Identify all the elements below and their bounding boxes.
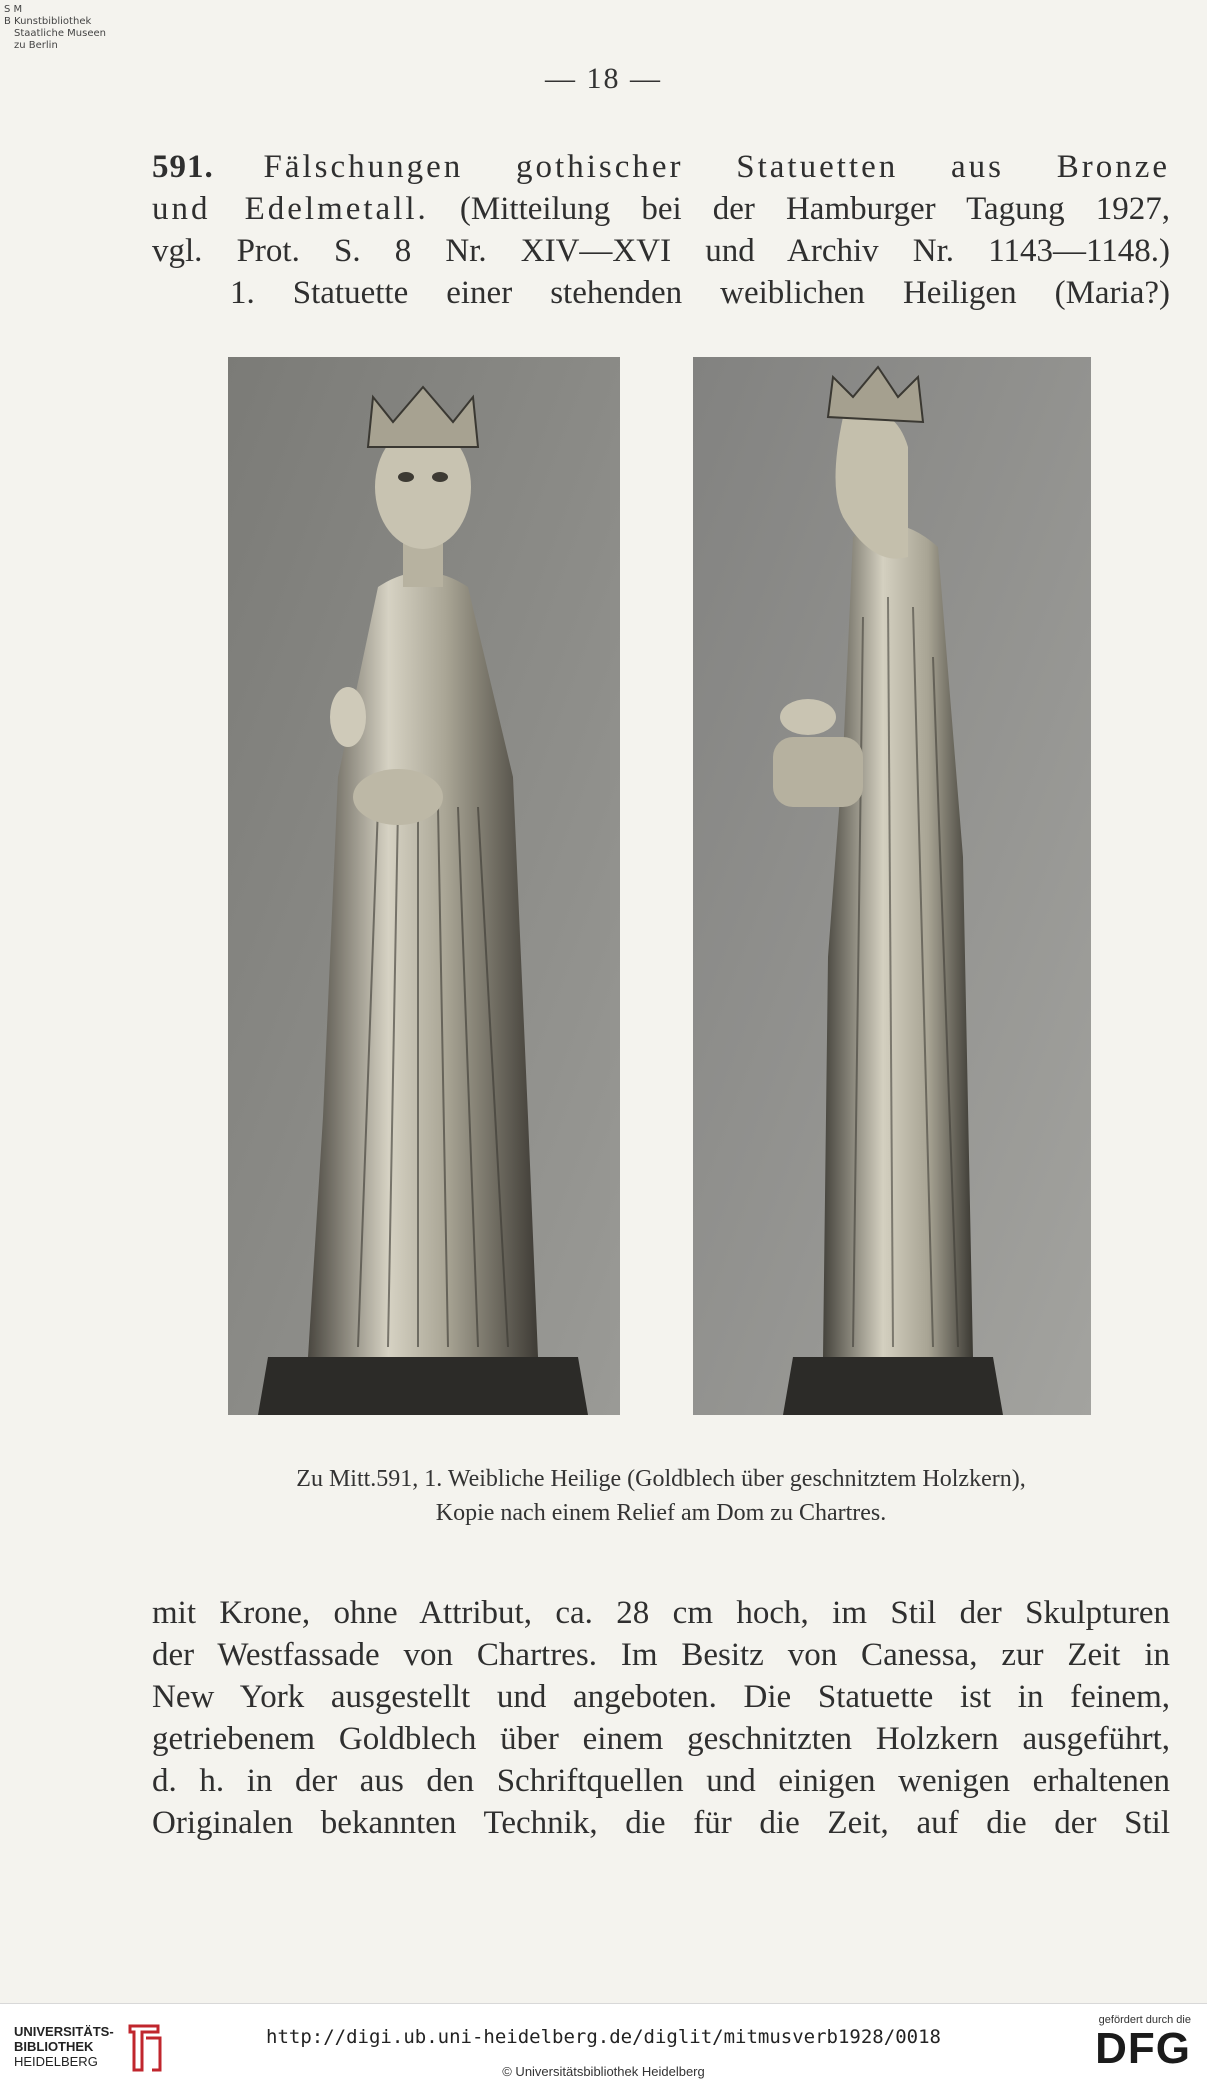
- dfg-logo[interactable]: DFG: [1095, 2024, 1191, 2073]
- footer-bar: [0, 2003, 1207, 2091]
- figure-caption: [152, 1462, 1170, 1530]
- dfg-funding: [1095, 2014, 1191, 2072]
- heading-line-3: vgl. Prot. S. 8 Nr. XIV—XVI und Archiv Nr. 1143—1148.): [152, 233, 1170, 269]
- statuette-front-photo: [228, 357, 620, 1415]
- library-stamp: [4, 4, 106, 52]
- stamp-line: zu Berlin: [14, 40, 58, 51]
- body-paragraph: [152, 1592, 1170, 1844]
- stamp-line: Staatliche Museen: [14, 28, 106, 39]
- body-line: der Westfassade von Chartres. Im Besitz von Canessa, zur Zeit in: [152, 1637, 1170, 1673]
- body-line: New York ausgestellt und angeboten. Die Statuette ist in feinem,: [152, 1679, 1170, 1715]
- heading-line-4: 1. Statuette einer stehenden weiblichen Heiligen (Maria?): [230, 275, 1170, 311]
- statuette-front-image: [228, 357, 620, 1415]
- body-line: getriebenem Goldblech über einem geschnitzten Holzkern ausgeführt,: [152, 1721, 1170, 1757]
- entry-title-part2: und Edelmetall.: [152, 191, 429, 227]
- dfg-note: gefördert durch die: [1098, 2014, 1191, 2026]
- body-line: d. h. in der aus den Schriftquellen und einigen wenigen erhaltenen: [152, 1763, 1170, 1799]
- body-line: Originalen bekannten Technik, die für die Zeit, auf die der Stil: [152, 1805, 1170, 1841]
- entry-number: 591.: [152, 149, 214, 185]
- stamp-line: S M: [4, 4, 23, 15]
- statuette-profile-photo: [693, 357, 1091, 1415]
- caption-line-1: Zu Mitt.591, 1. Weibliche Heilige (Goldblech über geschnitztem Holzkern),: [296, 1466, 1026, 1492]
- stamp-line: B Kunstbibliothek: [4, 16, 92, 27]
- entry-note: (Mitteilung bei der Hamburger Tagung 1927,: [459, 191, 1171, 227]
- page-number: — 18 —: [545, 62, 662, 95]
- caption-line-2: Kopie nach einem Relief am Dom zu Chartres.: [435, 1500, 887, 1526]
- statuette-profile-image: [693, 357, 1091, 1415]
- heading-line-2: [152, 188, 1170, 230]
- entry-title-part1: Fälschungen gothischer Statuetten aus Bronze: [263, 149, 1170, 185]
- copyright-notice: © Universitätsbibliothek Heidelberg: [502, 2064, 705, 2079]
- heading-line-1: [152, 146, 1170, 188]
- entry-heading: [152, 146, 1170, 314]
- logo-line-2: BIBLIOTHEK: [14, 2039, 94, 2054]
- source-url-link[interactable]: http://digi.ub.uni-heidelberg.de/diglit/mitmusverb1928/0018: [266, 2026, 941, 2048]
- body-line: mit Krone, ohne Attribut, ca. 28 cm hoch, im Stil der Skulpturen: [152, 1595, 1170, 1631]
- logo-line-1: UNIVERSITÄTS-: [14, 2024, 114, 2039]
- logo-line-3: HEIDELBERG: [14, 2054, 98, 2069]
